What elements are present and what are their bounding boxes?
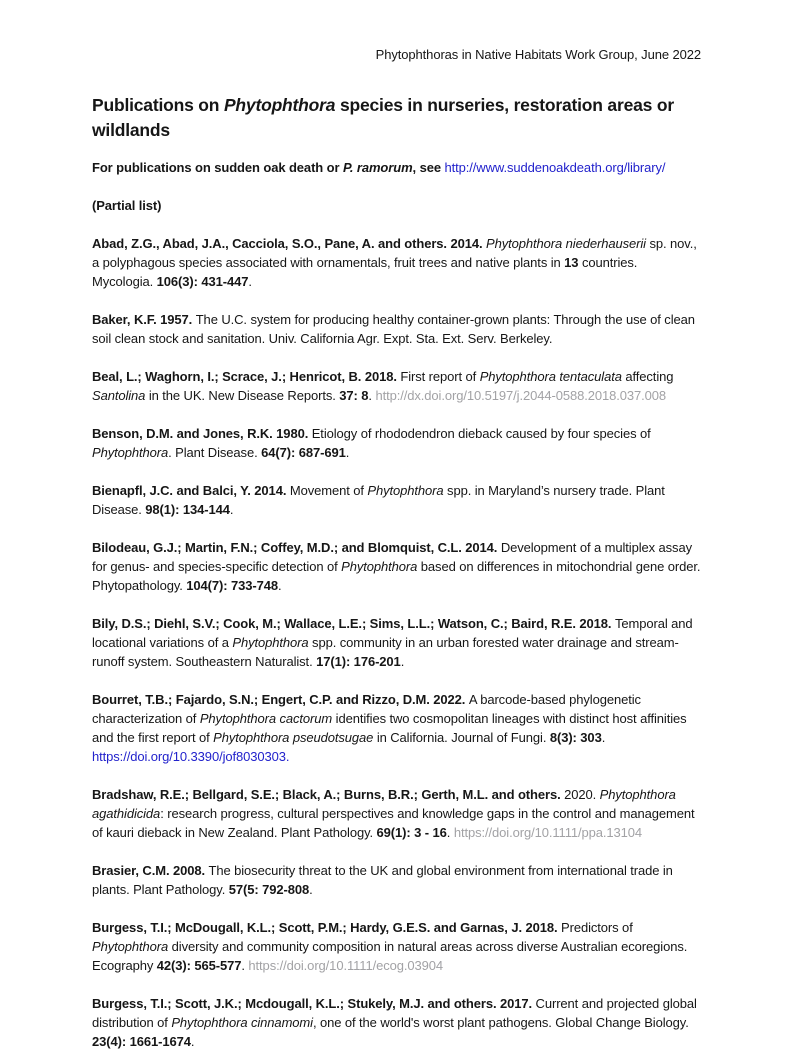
text-segment: 42(3): 565-577 [156, 958, 242, 973]
text-segment: Benson, D.M. and Jones, R.K. 1980. [92, 426, 312, 441]
text-segment: Current and projected global distribution of [92, 996, 697, 1030]
text-segment: Santolina [92, 388, 146, 403]
text-segment: . [368, 388, 376, 403]
text-segment: , see [412, 160, 445, 175]
citation-burgess-2018 [92, 918, 701, 975]
text-segment: spp. community in an urban forested water drainage and stream-runoff system. Southeastern Naturalist. [92, 635, 679, 669]
text-segment: Phytophthora [92, 445, 169, 460]
text-segment: based on differences in mitochondrial gene order. Phytopathology. [92, 559, 701, 593]
text-segment: Phytophthora niederhauserii [486, 236, 646, 251]
intro-note [92, 158, 701, 177]
text-segment: Phytophthora [232, 635, 309, 650]
text-segment: Phytophthora cactorum [199, 711, 333, 726]
text-segment: The biosecurity threat to the UK and global environment from international trade in plants. Plant Pathology. [92, 863, 673, 897]
text-segment: Brasier, C.M. 2008. [92, 863, 209, 878]
citation-bourret-2022 [92, 690, 701, 766]
bourret-doi-link[interactable]: https://doi.org/10.3390/jof8030303. [92, 749, 290, 764]
text-segment: 2020. [564, 787, 600, 802]
text-segment: Burgess, T.I.; McDougall, K.L.; Scott, P.M.; Hardy, G.E.S. and Garnas, J. 2018. [92, 920, 562, 935]
text-segment: A barcode-based phylogenetic characterization of [92, 692, 641, 726]
text-segment: countries. Mycologia. [92, 255, 638, 289]
text-segment: 37: 8 [339, 388, 369, 403]
text-segment: . Plant Disease. [168, 445, 262, 460]
text-segment: spp. in Maryland’s nursery trade. Plant Disease. [92, 483, 665, 517]
text-segment: Bily, D.S.; Diehl, S.V.; Cook, M.; Wallace, L.E.; Sims, L.L.; Watson, C.; Baird, R.E. 2018. [92, 616, 615, 631]
text-segment: The U.C. system for producing healthy container-grown plants: Through the use of clean soil clean stock and sanitation. Univ. California Agr. Expt. Sta. Ext. Serv. Berkeley. [92, 312, 695, 346]
text-segment: diversity and community composition in natural areas across diverse Australian ecoregions. Ecography [92, 939, 688, 973]
text-segment: . [345, 445, 350, 460]
text-segment: sp. nov., a polyphagous species associated with ornamentals, fruit trees and native plants in [92, 236, 697, 270]
text-segment: 106(3): 431-447 [156, 274, 249, 289]
text-segment: Publications on [92, 95, 224, 115]
text-segment: . [400, 654, 405, 669]
text-segment: . [309, 882, 313, 897]
burgess-2018-doi-link[interactable]: https://doi.org/10.1111/ecog.03904 [248, 958, 444, 973]
text-segment: Phytophthora pseudotsugae [213, 730, 374, 745]
citation-bienapfl-2014 [92, 481, 701, 519]
citation-bily-2018 [92, 614, 701, 671]
text-segment: Beal, L.; Waghorn, I.; Scrace, J.; Henricot, B. 2018. [92, 369, 401, 384]
beal-doi-link[interactable]: http://dx.doi.org/10.5197/j.2044-0588.2018.037.008 [375, 388, 667, 403]
text-segment: 64(7): 687-691 [261, 445, 346, 460]
text-segment: . [446, 825, 454, 840]
text-segment: Phytophthora [367, 483, 444, 498]
text-segment: Phytophthora cinnamomi [171, 1015, 313, 1030]
text-segment: , one of the world's worst plant pathogens. Global Change Biology. [312, 1015, 689, 1030]
text-segment: species in nurseries, restoration areas or wildlands [92, 95, 674, 140]
citation-list [92, 234, 701, 1051]
text-segment: Predictors of [561, 920, 633, 935]
text-segment: Etiology of rhododendron dieback caused by four species of [311, 426, 651, 441]
text-segment: identifies two cosmopolitan lineages with distinct host affinities and the first report of [92, 711, 687, 745]
text-segment: Phytophthora agathidicida [92, 787, 676, 821]
bradshaw-doi-link[interactable]: https://doi.org/10.1111/ppa.13104 [453, 825, 643, 840]
text-segment: Phytophthora [223, 95, 336, 115]
suddenoakdeath-library-link[interactable]: http://www.suddenoakdeath.org/library/ [444, 160, 666, 175]
text-segment: Abad, Z.G., Abad, J.A., Cacciola, S.O., Pane, A. and others. 2014. [92, 236, 487, 251]
text-segment: Burgess, T.I.; Scott, J.K.; Mcdougall, K.L.; Stukely, M.J. and others. 2017. [92, 996, 536, 1011]
citation-baker-1957 [92, 310, 701, 348]
text-segment: 23(4): 1661-1674 [92, 1034, 191, 1049]
text-segment: 13 [564, 255, 579, 270]
text-segment: Bilodeau, G.J.; Martin, F.N.; Coffey, M.D.; and Blomquist, C.L. 2014. [92, 540, 501, 555]
citation-beal-2018 [92, 367, 701, 405]
text-segment: 69(1): 3 - 16 [376, 825, 447, 840]
text-segment: 98(1): 134-144 [145, 502, 230, 517]
text-segment: Development of a multiplex assay for genus- and species-specific detection of [92, 540, 692, 574]
text-segment: First report of [400, 369, 480, 384]
citation-bradshaw-2020 [92, 785, 701, 842]
page-title [92, 93, 701, 143]
text-segment: affecting [621, 369, 674, 384]
text-segment: 104(7): 733-748 [186, 578, 279, 593]
text-segment: . [229, 502, 234, 517]
text-segment: Bradshaw, R.E.; Bellgard, S.E.; Black, A.; Burns, B.R.; Gerth, M.L. and others. [92, 787, 565, 802]
text-segment: Bienapfl, J.C. and Balci, Y. 2014. [92, 483, 290, 498]
text-segment: Phytophthora tentaculata [479, 369, 622, 384]
citation-bilodeau-2014 [92, 538, 701, 595]
text-segment: Baker, K.F. 1957. [92, 312, 196, 327]
citation-abad-2014 [92, 234, 701, 291]
text-segment: 8(3): 303 [549, 730, 602, 745]
text-segment: in California. Journal of Fungi. [373, 730, 550, 745]
text-segment: Phytophthora [341, 559, 418, 574]
citation-benson-1980 [92, 424, 701, 462]
citation-burgess-2017 [92, 994, 701, 1051]
text-segment: Temporal and locational variations of a [92, 616, 693, 650]
text-segment: 57(5: 792-808 [228, 882, 310, 897]
partial-list-label: (Partial list) [92, 198, 162, 213]
text-segment: Bourret, T.B.; Fajardo, S.N.; Engert, C.P. and Rizzo, D.M. 2022. [92, 692, 469, 707]
text-segment: . [248, 274, 252, 289]
text-segment: Phytophthora [92, 939, 169, 954]
text-segment: . [601, 730, 606, 745]
text-segment: . [190, 1034, 195, 1049]
text-segment: For publications on sudden oak death or [92, 160, 343, 175]
text-segment: in the UK. New Disease Reports. [145, 388, 340, 403]
text-segment: Movement of [289, 483, 368, 498]
text-segment: P. ramorum [342, 160, 413, 175]
text-segment: . [241, 958, 249, 973]
text-segment: . [278, 578, 282, 593]
document-header: Phytophthoras in Native Habitats Work Group, June 2022 [375, 47, 701, 62]
text-segment: : research progress, cultural perspectives and knowledge gaps in the control and management of kauri dieback in New Zealand. Plant Pathology. [92, 806, 695, 840]
citation-brasier-2008 [92, 861, 701, 899]
text-segment: 17(1): 176-201 [316, 654, 401, 669]
